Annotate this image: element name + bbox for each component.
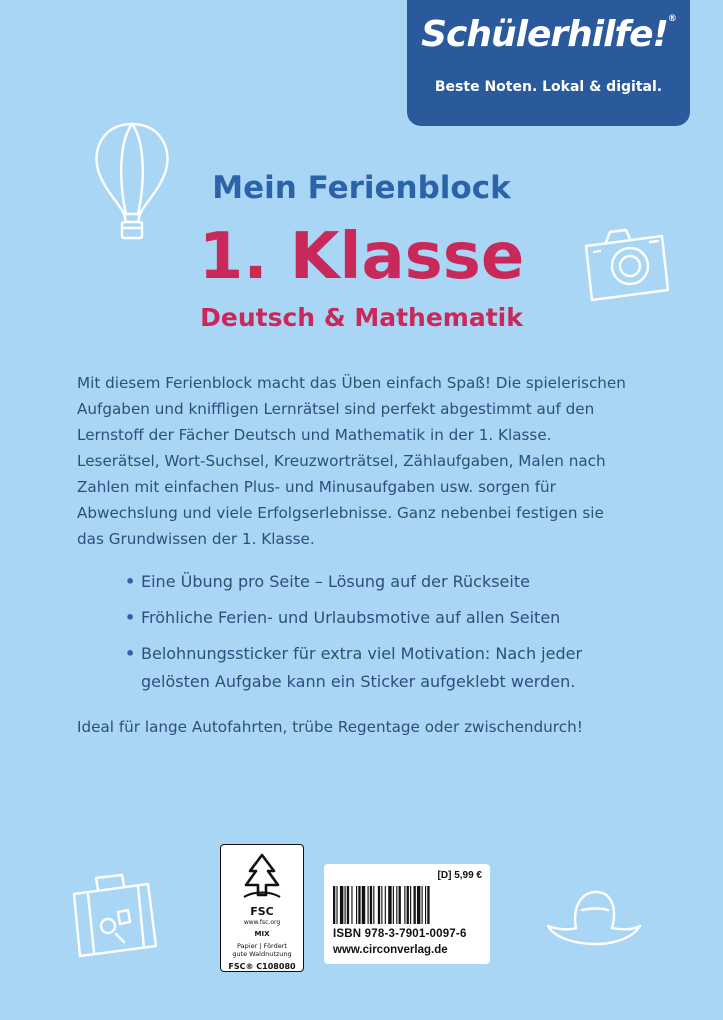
intro-line: das Grundwissen der 1. Klasse. bbox=[77, 530, 315, 548]
barcode-bar bbox=[378, 886, 380, 924]
brand-logo-text: Schülerhilfe! bbox=[421, 14, 668, 55]
hat-icon bbox=[542, 886, 646, 958]
subject-line: Deutsch & Mathematik bbox=[200, 303, 523, 332]
barcode-bar bbox=[404, 886, 405, 924]
isbn: ISBN 978-3-7901-0097-6 bbox=[333, 928, 467, 940]
intro-line: Lernstoff der Fächer Deutsch und Mathematik in der 1. Klasse. bbox=[77, 426, 552, 444]
barcode-bar bbox=[399, 886, 401, 924]
fsc-code: FSC® C108080 bbox=[228, 962, 296, 971]
list-item-text: Fröhliche Ferien- und Urlaubsmotive auf allen Seiten bbox=[141, 608, 561, 627]
barcode-bar bbox=[385, 886, 386, 924]
intro-line: Aufgaben und kniffligen Lernrätsel sind perfekt abgestimmt auf den bbox=[77, 400, 595, 418]
list-item-text: gelösten Aufgabe kann ein Sticker aufgeklebt werden. bbox=[141, 672, 576, 691]
fsc-mark: FSC bbox=[250, 905, 274, 918]
barcode-bar bbox=[422, 886, 423, 924]
bullet-marker: • bbox=[125, 608, 136, 627]
list-item bbox=[127, 604, 647, 632]
list-item bbox=[127, 568, 647, 596]
bullet-marker: • bbox=[125, 572, 136, 591]
barcode-bar bbox=[362, 886, 365, 924]
fsc-paper-text bbox=[221, 942, 303, 958]
registered-mark: ® bbox=[667, 14, 676, 24]
barcode-bar bbox=[410, 886, 411, 924]
feature-list bbox=[127, 568, 647, 704]
closing-line: Ideal für lange Autofahrten, trübe Regentage oder zwischendurch! bbox=[77, 718, 583, 736]
barcode-bar bbox=[358, 886, 360, 924]
barcode-bar bbox=[336, 886, 337, 924]
intro-line: Abwechslung und viele Erfolgserlebnisse. Ganz nebenbei festigen sie bbox=[77, 504, 604, 522]
page-title: 1. Klasse bbox=[198, 220, 525, 294]
barcode-bar bbox=[425, 886, 426, 924]
barcode-bar bbox=[407, 886, 409, 924]
barcode-bar bbox=[333, 886, 335, 924]
barcode-box bbox=[324, 864, 490, 964]
barcode-bar bbox=[370, 886, 372, 924]
tree-icon bbox=[238, 851, 286, 901]
intro-paragraph bbox=[77, 370, 657, 552]
barcode-icon bbox=[333, 886, 483, 924]
barcode-bar bbox=[356, 886, 357, 924]
barcode-bar bbox=[388, 886, 391, 924]
barcode-bar bbox=[417, 886, 420, 924]
intro-line: Leserätsel, Wort-Suchsel, Kreuzworträtsel, Zählaufgaben, Malen nach bbox=[77, 452, 606, 470]
barcode-bar bbox=[368, 886, 369, 924]
barcode-bar bbox=[427, 886, 429, 924]
brand-tagline: Beste Noten. Lokal & digital. bbox=[434, 79, 663, 95]
barcode-bar bbox=[373, 886, 374, 924]
intro-line: Zahlen mit einfachen Plus- und Minusaufgaben usw. sorgen für bbox=[77, 478, 556, 496]
fsc-mix: MIX bbox=[254, 930, 270, 938]
list-item bbox=[127, 640, 647, 696]
barcode-bar bbox=[351, 886, 352, 924]
barcode-bar bbox=[381, 886, 382, 924]
fsc-site: www.fsc.org bbox=[243, 919, 281, 926]
barcode-bar bbox=[345, 886, 346, 924]
barcode-bar bbox=[393, 886, 394, 924]
fsc-paper-line: gute Waldnutzung bbox=[232, 950, 292, 958]
intro-line: Mit diesem Ferienblock macht das Üben einfach Spaß! Die spielerischen bbox=[77, 374, 626, 392]
suitcase-icon bbox=[66, 872, 162, 964]
list-item-text: Belohnungssticker für extra viel Motivation: Nach jeder bbox=[141, 644, 583, 663]
brand-box bbox=[407, 0, 690, 126]
price: [D] 5,99 € bbox=[437, 870, 482, 881]
publisher-url: www.circonverlag.de bbox=[333, 944, 448, 956]
barcode-bar bbox=[396, 886, 397, 924]
fsc-label bbox=[220, 844, 304, 972]
bullet-marker: • bbox=[125, 644, 136, 663]
fsc-paper-line: Papier | Fördert bbox=[237, 942, 287, 950]
barcode-bar bbox=[347, 886, 349, 924]
list-item-text: Eine Übung pro Seite – Lösung auf der Rückseite bbox=[141, 572, 530, 591]
subtitle: Mein Ferienblock bbox=[212, 170, 511, 206]
barcode-bar bbox=[340, 886, 343, 924]
barcode-bar bbox=[414, 886, 416, 924]
brand-logo bbox=[407, 14, 690, 55]
